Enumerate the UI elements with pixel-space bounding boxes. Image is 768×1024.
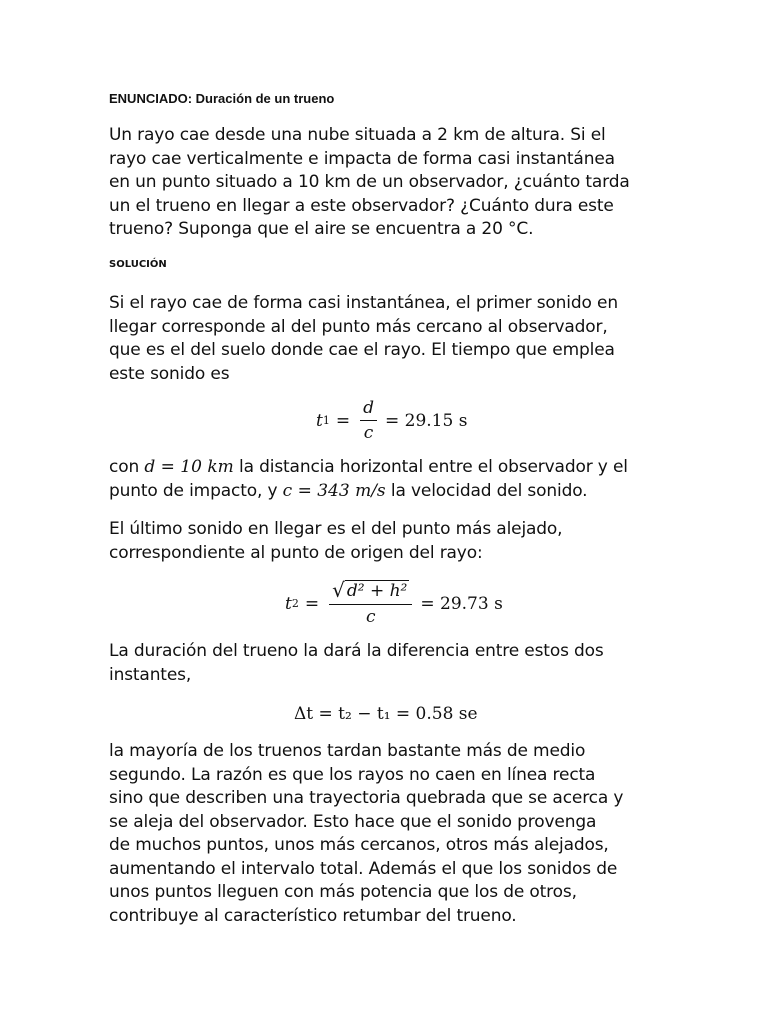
- paragraph-line: llegar corresponde al del punto más cercano al observador,: [109, 316, 608, 337]
- problem-statement: [109, 124, 669, 242]
- fraction-numerator: [329, 580, 412, 604]
- paragraph-line: [109, 480, 669, 504]
- con-word: con: [109, 457, 140, 477]
- eq-result: = 29.15 s: [384, 410, 468, 431]
- eq-variable: t: [285, 593, 292, 614]
- solution-heading: SOLUCIÓN: [109, 259, 167, 270]
- equation-t2: t 2 = √ d² + h² c = 29.73 s: [285, 578, 503, 627]
- solution-paragraph-2: [109, 456, 669, 503]
- radicand: d² + h²: [346, 581, 408, 601]
- square-root: √ d² + h²: [332, 578, 408, 602]
- paragraph-line: este sonido es: [109, 363, 230, 384]
- solution-paragraph-4: [109, 640, 669, 687]
- solution-paragraph-3: [109, 518, 669, 565]
- solution-paragraph-5: [109, 740, 669, 928]
- equation-delta-t: [294, 704, 478, 724]
- paragraph-line: sino que describen una trayectoria quebrada que se acerca y: [109, 788, 624, 808]
- solution-paragraph-1: [109, 292, 669, 386]
- paragraph-line: se aleja del observador. Esto hace que el sonido provenga: [109, 811, 597, 832]
- paragraph-text: la velocidad del sonido.: [390, 480, 588, 501]
- fraction-denominator: c: [360, 420, 377, 443]
- paragraph-line: unos puntos lleguen con más potencia que los de otros,: [109, 882, 577, 902]
- paragraph-line: instantes,: [109, 664, 192, 685]
- eq-text: Δt = t₂ − t₁ = 0.58 se: [294, 704, 478, 724]
- statement-line: trueno? Suponga que el aire se encuentra a 20 °C.: [109, 219, 534, 239]
- paragraph-line: correspondiente al punto de origen del rayo:: [109, 542, 483, 563]
- c-definition: c = 343 m/s: [282, 480, 386, 501]
- equation-t1: t 1 = $\frac{d}{c}$ = 29.15 s: [316, 398, 468, 443]
- fraction-numerator: d: [363, 398, 374, 418]
- paragraph-line: contribuye al característico retumbar del trueno.: [109, 905, 517, 926]
- paragraph-line: El último sonido en llegar es el del punto más alejado,: [109, 519, 563, 539]
- statement-line: Un rayo cae desde una nube situada a 2 km de altura. Si el: [109, 125, 606, 145]
- eq-result: = 29.73 s: [420, 593, 503, 614]
- statement-line: rayo cae verticalmente e impacta de forma casi instantánea: [109, 148, 615, 169]
- paragraph-line: segundo. La razón es que los rayos no caen en línea recta: [109, 764, 596, 785]
- statement-line: en un punto situado a 10 km de un observador, ¿cuánto tarda: [109, 172, 630, 192]
- paragraph-line: [109, 456, 669, 480]
- fraction: [360, 398, 377, 443]
- paragraph-text: punto de impacto, y: [109, 480, 278, 501]
- paragraph-line: La duración del trueno la dará la diferencia entre estos dos: [109, 641, 604, 661]
- paragraph-line: aumentando el intervalo total. Además el que los sonidos de: [109, 858, 618, 879]
- fraction-denominator: c: [329, 604, 412, 627]
- problem-heading: ENUNCIADO: Duración de un trueno: [109, 91, 335, 106]
- paragraph-line: de muchos puntos, unos más cercanos, otros más alejados,: [109, 835, 609, 855]
- paragraph-line: Si el rayo cae de forma casi instantánea, el primer sonido en: [109, 293, 618, 313]
- fraction: [329, 580, 412, 627]
- paragraph-line: que es el del suelo donde cae el rayo. El tiempo que emplea: [109, 340, 615, 360]
- paragraph-line: la mayoría de los truenos tardan bastante más de medio: [109, 741, 586, 761]
- d-definition: d = 10 km: [144, 457, 234, 477]
- eq-variable: t: [316, 410, 323, 431]
- paragraph-text: la distancia horizontal entre el observador y el: [239, 457, 628, 477]
- statement-line: un el trueno en llegar a este observador? ¿Cuánto dura este: [109, 195, 614, 216]
